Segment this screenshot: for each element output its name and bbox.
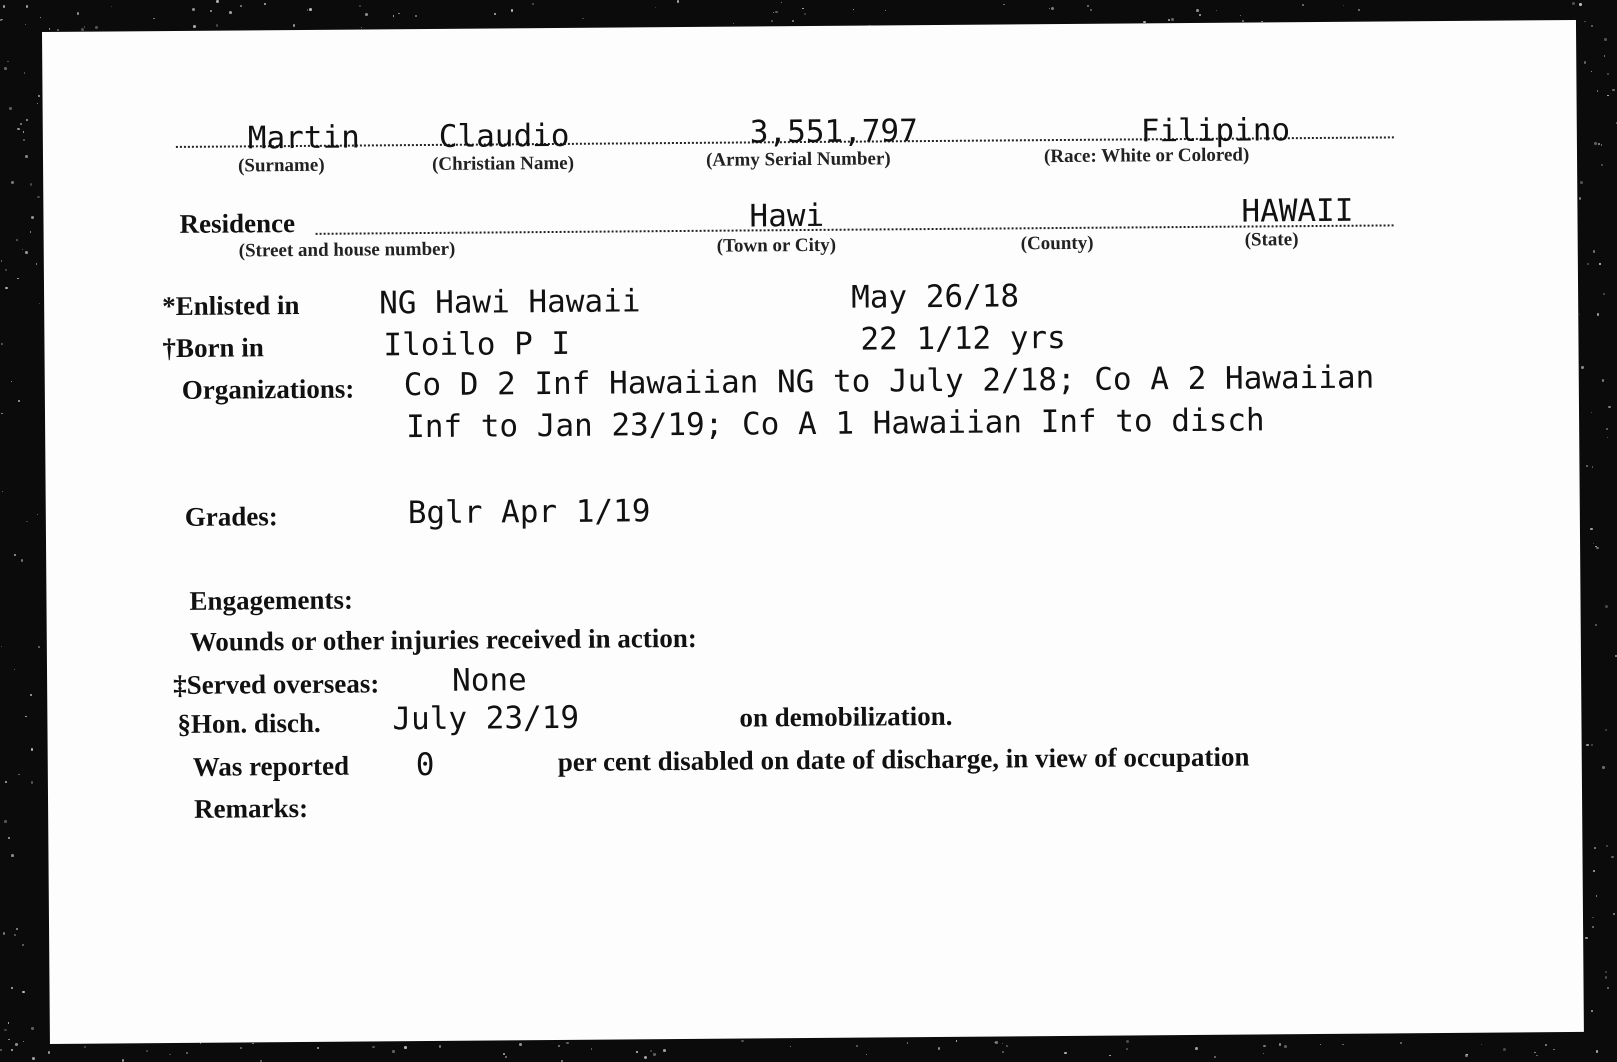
born-age-value: 22 1/12 yrs	[860, 319, 1066, 358]
disability-value: 0	[415, 746, 435, 784]
born-place-value: Iloilo P I	[383, 325, 571, 364]
grades-label: Grades:	[184, 501, 278, 532]
discharge-suffix: on demobilization.	[739, 700, 953, 733]
service-record-card	[42, 20, 1584, 1044]
organizations-line1: Co D 2 Inf Hawaiian NG to July 2/18; Co A 2 Hawaiian	[403, 359, 1375, 404]
serial-number-caption: (Army Serial Number)	[705, 148, 891, 171]
christian-name-caption: (Christian Name)	[431, 152, 575, 175]
christian-name-value: Claudio	[438, 117, 570, 155]
race-value: Filipino	[1140, 112, 1291, 150]
disability-suffix: per cent disabled on date of discharge, in view of occupation	[557, 741, 1250, 777]
enlisted-label: *Enlisted in	[162, 289, 300, 322]
serial-number-value: 3,551,797	[749, 113, 918, 151]
organizations-label: Organizations:	[181, 373, 355, 405]
enlisted-date-value: May 26/18	[850, 278, 1020, 316]
enlisted-place-value: NG Hawi Hawaii	[379, 283, 641, 322]
residence-state-value: HAWAII	[1241, 192, 1354, 230]
surname-value: Martin	[247, 119, 360, 157]
state-caption: (State)	[1244, 229, 1299, 251]
surname-caption: (Surname)	[237, 154, 325, 177]
remarks-label: Remarks:	[193, 792, 309, 824]
street-caption: (Street and house number)	[238, 238, 456, 262]
town-caption: (Town or City)	[716, 234, 837, 257]
discharge-date-value: July 23/19	[392, 699, 580, 738]
engagements-label: Engagements:	[189, 584, 354, 616]
residence-town-value: Hawi	[749, 197, 825, 235]
organizations-line2: Inf to Jan 23/19; Co A 1 Hawaiian Inf to disch	[405, 402, 1265, 446]
residence-label: Residence	[179, 208, 296, 239]
race-caption: (Race: White or Colored)	[1043, 144, 1250, 168]
wounds-label: Wounds or other injuries received in action:	[189, 622, 697, 657]
born-label: †Born in	[162, 332, 264, 364]
served-overseas-value: None	[451, 662, 527, 699]
county-caption: (County)	[1020, 232, 1094, 255]
residence-dotted-line	[316, 224, 1394, 234]
grades-value: Bglr Apr 1/19	[407, 493, 651, 532]
discharge-label: §Hon. disch.	[177, 707, 321, 739]
disability-label: Was reported	[192, 750, 350, 782]
served-overseas-label: ‡Served overseas:	[173, 668, 380, 700]
